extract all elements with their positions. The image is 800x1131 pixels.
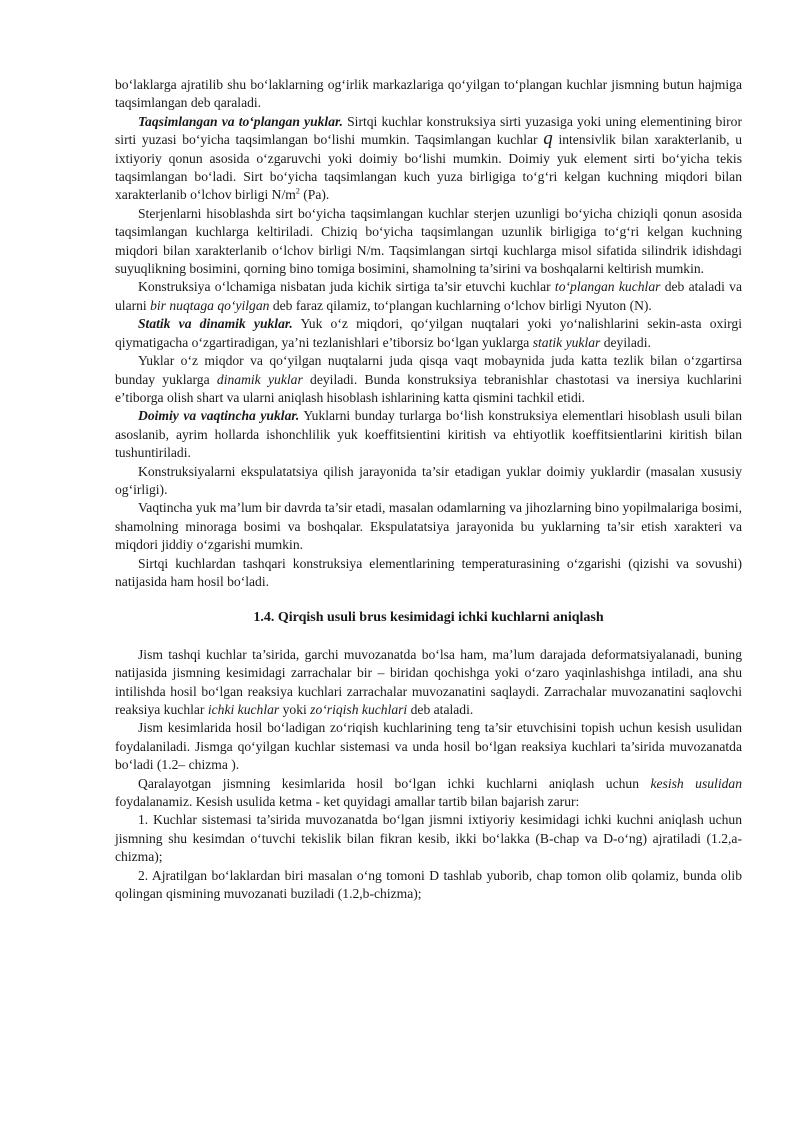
section-title-distributed-loads: Taqsimlangan va to‘plangan yuklar. (138, 113, 343, 129)
paragraph-rods: Sterjenlarni hisoblashda sirt bo‘yicha taqsimlangan kuchlar sterjen uzunligi bo‘yicha chiziqli qonun asosida taqsimlangan kuchlarga keltiriladi. Chiziq bo‘yicha taqsimlangan uzunlik birligiga to‘g‘ri kelgan kuchning miqdori bilan xarakterlanib o‘lchov birligi N/m. Taqsimlangan sirtqi kuchlarga misol sifatida silindrik idishdagi suyuqlikning bosimini, qorning bino tomiga bosimini, shamolning ta’sirini va boshqalarni keltirish mumkin. (115, 205, 742, 277)
text-span: (Pa). (299, 187, 330, 203)
paragraph-static-dynamic (115, 315, 742, 352)
text-span: deb ataladi. (407, 702, 474, 717)
text-span: deyiladi. (600, 334, 651, 350)
text-span: Konstruksiya o‘lchamiga nisbatan juda kichik sirtiga ta’sir etuvchi kuchlar (138, 279, 555, 295)
section-title-permanent-temporary: Doimiy va vaqtincha yuklar. (138, 408, 300, 424)
paragraph-permanent-temporary (115, 407, 742, 462)
symbol-q: q (543, 128, 553, 150)
paragraph-dynamic-loads (115, 352, 742, 407)
text-span: foydalanamiz. Kesish usulida ketma - ket quyidagi amallar tartib bilan bajarish zarur: (115, 794, 580, 810)
text-span: deb faraz qilamiz, to‘plangan kuchlarning o‘lchov birligi Nyuton (N). (269, 297, 652, 313)
section-heading: 1.4. Qirqish usuli brus kesimidagi ichki kuchlarni aniqlash (253, 610, 604, 626)
term-internal-forces: ichki kuchlar (207, 702, 280, 717)
text-span: Sirtqi kuchlar konstruksiya sirti yuzasiga yoki uning elementining biror sirti yuzasi bo‘yicha taqsimlangan bo‘lishi mumkin. Taqsimlangan kuchlar (115, 113, 742, 148)
text-span: deb ataladi va ularni (115, 279, 742, 313)
term-cutting-method: kesish usulidan (650, 775, 742, 791)
paragraph-internal-forces (115, 646, 742, 720)
text-span: Yuklarni bunday turlarga bo‘lish konstruksiya elementlari hisoblash usuli bilan asoslanib, ayrim hollarda ishonchlilik yuk koeffitsientini kiritish va ehtiyotlik koeffitsientlarini kiritish bilan tushuntiriladi. (115, 408, 742, 461)
paragraph-permanent-loads: Konstruksiyalarni ekspulatatsiya qilish jarayonida ta’sir etadigan yuklar doimiy yuklardir (masalan xususiy og‘irligi). (115, 463, 742, 497)
list-item-step-1: 1. Kuchlar sistemasi ta’sirida muvozanatda bo‘lgan jismni ixtiyoriy kesimidagi ichki kuchni aniqlash uchun jismning shu kesimdan o‘tuvchi tekislik bilan fikran kesib, ikki bo‘lakka (B-chap va D-o‘ng) ajratiladi (1.2,a-chizma); (115, 812, 742, 865)
paragraph-point-loads (115, 278, 742, 315)
term-single-point: bir nuqtaga qo‘yilgan (150, 297, 270, 313)
text-span: yoki (279, 702, 311, 717)
text-span: Yuk o‘z miqdori, qo‘yilgan nuqtalari yoki yo‘nalishlarini sekin-asta oxirgi qiymatigacha o‘zgartiradigan, ya’ni tezlanishlari e’tiborsiz bo‘lgan yuklarga (115, 316, 742, 350)
text-span: Jism tashqi kuchlar ta’sirida, garchi muvozanatda bo‘lsa ham, ma’lum darajada deformatsiyalanadi, buning natijasida jismning kesimidagi zarrachalar bir – biridan qochishga yoki o‘zaro yaqinlashishga intiladi, ana shu intilishda hosil bo‘lgan reaksiya kuchlari zarrachalar muvozanatini saqlaydi. Zarrachalar muvozanatini saqlovchi reaksiya kuchlar (115, 646, 742, 717)
text-span: deyiladi. Bunda konstruksiya tebranishlar chastotasi va inersiya kuchlarini e’tiborga olish shart va ularni aniqlash hisoblash ishlarining katta qismini tachkil etidi. (115, 371, 742, 405)
document-page (115, 76, 742, 903)
paragraph-temperature: Sirtqi kuchlardan tashqari konstruksiya elementlarining temperaturasining o‘zgarishi (qizishi va sovushi) natijasida ham hosil bo‘ladi. (115, 555, 742, 589)
paragraph-intro: bo‘laklarga ajratilib shu bo‘laklarning og‘irlik markazlariga qo‘yilgan to‘plangan kuchlar jismning butun hajmiga taqsimlangan deb qaraladi. (115, 77, 742, 111)
paragraph-distributed-loads (115, 113, 742, 205)
section-title-static-dynamic: Statik va dinamik yuklar. (138, 316, 293, 332)
list-item-step-2: 2. Ajratilgan bo‘laklardan biri masalan o‘ng tomoni D tashlab yuborib, chap tomon olib qolamiz, bunda olib qolingan qismining muvozanati buziladi (1.2,b-chizma); (115, 867, 742, 902)
text-span: Qaralayotgan jismning kesimlarida hosil bo‘lgan ichki kuchlarni aniqlash uchun (138, 775, 651, 791)
paragraph-temporary-loads: Vaqtincha yuk ma’lum bir davrda ta’sir etadi, masalan odamlarning va jihozlarning bino yopilmalariga bosimi, shamolning minoraga bosimi va boshqalar. Ekspulatatsiya jarayonida bu yuklarning ta’sir etish xarakteri va miqdori jiddiy o‘zgarishi mumkin. (115, 500, 742, 553)
term-dynamic-loads: dinamik yuklar (216, 371, 303, 387)
term-static-loads: statik yuklar (532, 334, 601, 350)
term-point-loads: to‘plangan kuchlar (554, 279, 661, 295)
superscript: 2 (295, 186, 300, 196)
paragraph-cutting-method (115, 775, 742, 812)
term-stress-forces: zo‘riqish kuchlari (310, 702, 408, 717)
paragraph-section-method: Jism kesimlarida hosil bo‘ladigan zo‘riqish kuchlarining teng ta’sir etuvchisini topish uchun kesish usulidan foydalaniladi. Jismga qo‘yilgan kuchlar sistemasi va unda hosil bo‘lgan reaksiya kuchlari ta’sirida muvozanatda bo‘ladi (1.2– chizma ). (115, 720, 742, 773)
text-span: Yuklar o‘z miqdor va qo‘yilgan nuqtalarni juda qisqa vaqt mobaynida juda katta tezlik bilan o‘zgartirsa bunday yuklarga (115, 353, 742, 387)
text-span: intensivlik bilan xarakterlanib, u ixtiyoriy qonun asosida o‘zgaruvchi yoki doimiy bo‘lishi mumkin. Doimiy yuk element sirti bo‘yicha tekis taqsimlangan bo‘ladi. Sirt bo‘yicha taqsimlangan kuch yuza birligiga to‘g‘ri kelgan kuchning miqdori bilan xarakterlanib o‘lchov birligi N/m (115, 132, 742, 203)
